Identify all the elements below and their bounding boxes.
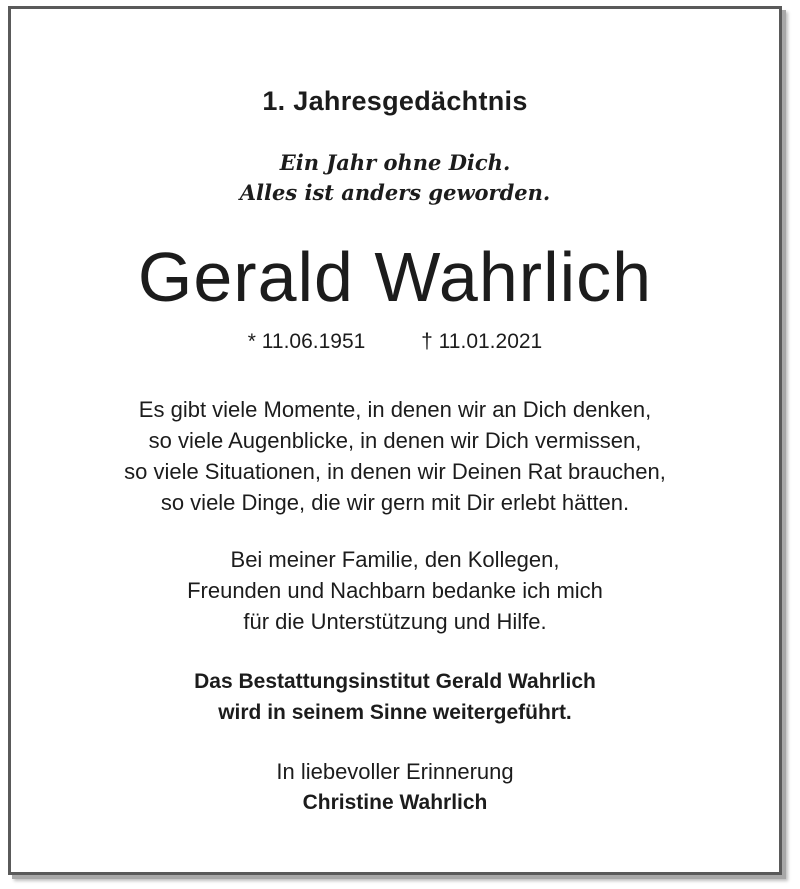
statement-line: wird in seinem Sinne weitergeführt. — [218, 701, 572, 724]
thanks-line: für die Unterstützung und Hilfe. — [243, 609, 547, 634]
poem — [8, 394, 782, 518]
business-statement — [8, 666, 782, 728]
motto — [8, 148, 782, 208]
closing-line: In liebevoller Erinnerung — [276, 759, 514, 784]
statement-line: Das Bestattungsinstitut Gerald Wahrlich — [194, 670, 596, 693]
notice-heading: 1. Jahresgedächtnis — [262, 86, 528, 116]
thanks-text — [8, 544, 782, 637]
thanks-line: Bei meiner Familie, den Kollegen, — [230, 547, 560, 572]
signature: Christine Wahrlich — [302, 791, 488, 814]
motto-line: Ein Jahr ohne Dich. — [279, 150, 511, 175]
closing — [8, 756, 782, 818]
thanks-line: Freunden und Nachbarn bedanke ich mich — [187, 578, 603, 603]
death-date: † 11.01.2021 — [421, 330, 543, 353]
poem-line: Es gibt viele Momente, in denen wir an Dich denken, — [138, 397, 652, 422]
poem-line: so viele Dinge, die wir gern mit Dir erlebt hätten. — [160, 490, 630, 515]
deceased-name: Gerald Wahrlich — [137, 238, 653, 316]
motto-line: Alles ist anders geworden. — [239, 180, 551, 205]
birth-date: * 11.06.1951 — [247, 330, 366, 353]
poem-line: so viele Augenblicke, in denen wir Dich vermissen, — [148, 428, 642, 453]
poem-line: so viele Situationen, in denen wir Deinen Rat brauchen, — [124, 459, 666, 484]
life-dates — [8, 328, 782, 356]
